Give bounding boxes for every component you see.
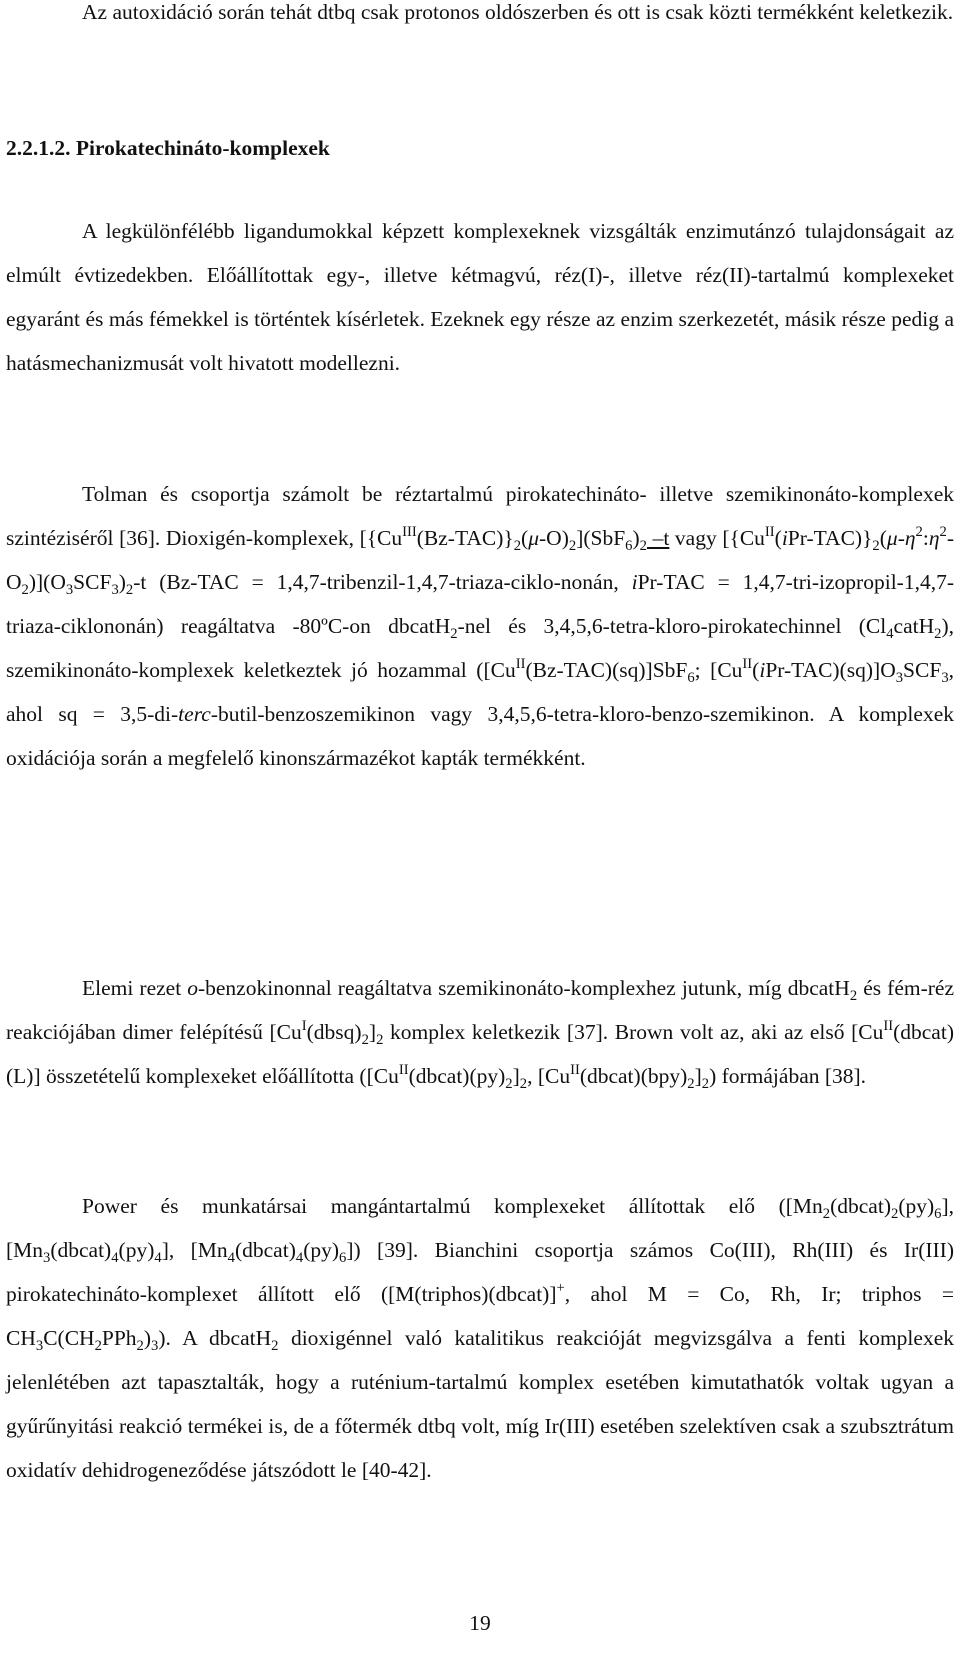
page-number: 19: [469, 1611, 491, 1635]
section-heading: 2.2.1.2. Pirokatechináto-komplexek: [6, 136, 330, 160]
paragraph-elemental-copper: Elemi rezet o-benzokinonnal reagáltatva szemikinonáto-komplexhez jutunk, míg dbcatH$_2$ és fém-réz reakciójában dimer felépítésű $[Cu^I(dbsq)_2]_2$ komplex keletkezik [37]. Brown volt az, aki az első $[Cu^{II}(dbcat)(L)]$ összetételű komplexeket előállította ($[Cu^{II}(dbcat)(py)_2]_2$, $[Cu^{II}(dbcat)(bpy)_2]_2$) formájában [38].: [6, 976, 954, 1093]
intro-paragraph: Az autoxidáció során tehát dtbq csak protonos oldószerben és ott is csak közti termékként keletkezik.: [82, 0, 954, 24]
paragraph-tolman-complexes: Tolman és csoportja számolt be réztartalmú pirokatechináto- illetve szemikinonáto-komplexek szintéziséről [36]. Dioxigén-komplexek, $[\{Cu^{III}(Bz-TAC)\}_2(\mu-O)_2](SbF_6)_2$ –t vagy $[\{Cu^{II}(iPr-TAC)\}_2(\mu-\eta^2:\eta^2-O_2)](O_3SCF_3)_2-t$ (Bz-TAC = 1,4,7-tribenzil-1,4,7-triaza-ciklo-nonán, iPr-TAC = 1,4,7-tri-izopropil-1,4,7-triaza-ciklononán) reagáltatva -80ºC-on dbcatH$_2$-nel és 3,4,5,6-tetra-kloro-pirokatechinnel $(Cl_4catH_2)$, szemikinonáto-komplexek keletkeztek jó hozammal ($[Cu^{II}(Bz-TAC)(sq)]SbF_6$; $[Cu^{II}(iPr-TAC)(sq)]O_3SCF_3$, ahol sq = 3,5-di-terc-butil-benzoszemikinon vagy 3,4,5,6-tetra-kloro-benzo-szemikinon. A komplexek oxidációja során a megfelelő kinonszármazékot kapták termékként.: [6, 482, 954, 770]
paragraph-ligand-complexes: A legkülönfélébb ligandumokkal képzett komplexeknek vizsgálták enzimutánzó tulajdonságait az elmúlt évtizedekben. Előállítottak egy-, illetve kétmagvú, réz(I)-, illetve réz(II)-tartalmú komplexeket egyaránt és más fémekkel is történtek kísérletek. Ezeknek egy része az enzim szerkezetét, másik része pedig a hatásmechanizmusát volt hivatott modellezni.: [6, 219, 954, 375]
paragraph-power-bianchini: Power és munkatársai mangántartalmú komplexeket állítottak elő ($[Mn_2(dbcat)_2(py)_6]$, $[Mn_3(dbcat)_4(py)_4]$, $[Mn_4(dbcat)_4(py)_6]$) [39]. Bianchini csoportja számos Co(III), Rh(III) és Ir(III) pirokatechináto-komplexet állított elő ([M(triphos)(dbcat)]+, ahol M = Co, Rh, Ir; triphos = $CH_3C(CH_2PPh_2)_3$). A dbcatH$_2$ dioxigénnel való katalitikus reakcióját megvizsgálva a fenti komplexek jelenlétében azt tapasztalták, hogy a ruténium-tartalmú komplex esetében kimutathatók voltak ugyan a gyűrűnyitási reakció termékei is, de a főtermék dtbq volt, míg Ir(III) esetében szelektíven csak a szubsztrátum oxidatív dehidrogeneződése játszódott le [40-42].: [6, 1194, 954, 1482]
